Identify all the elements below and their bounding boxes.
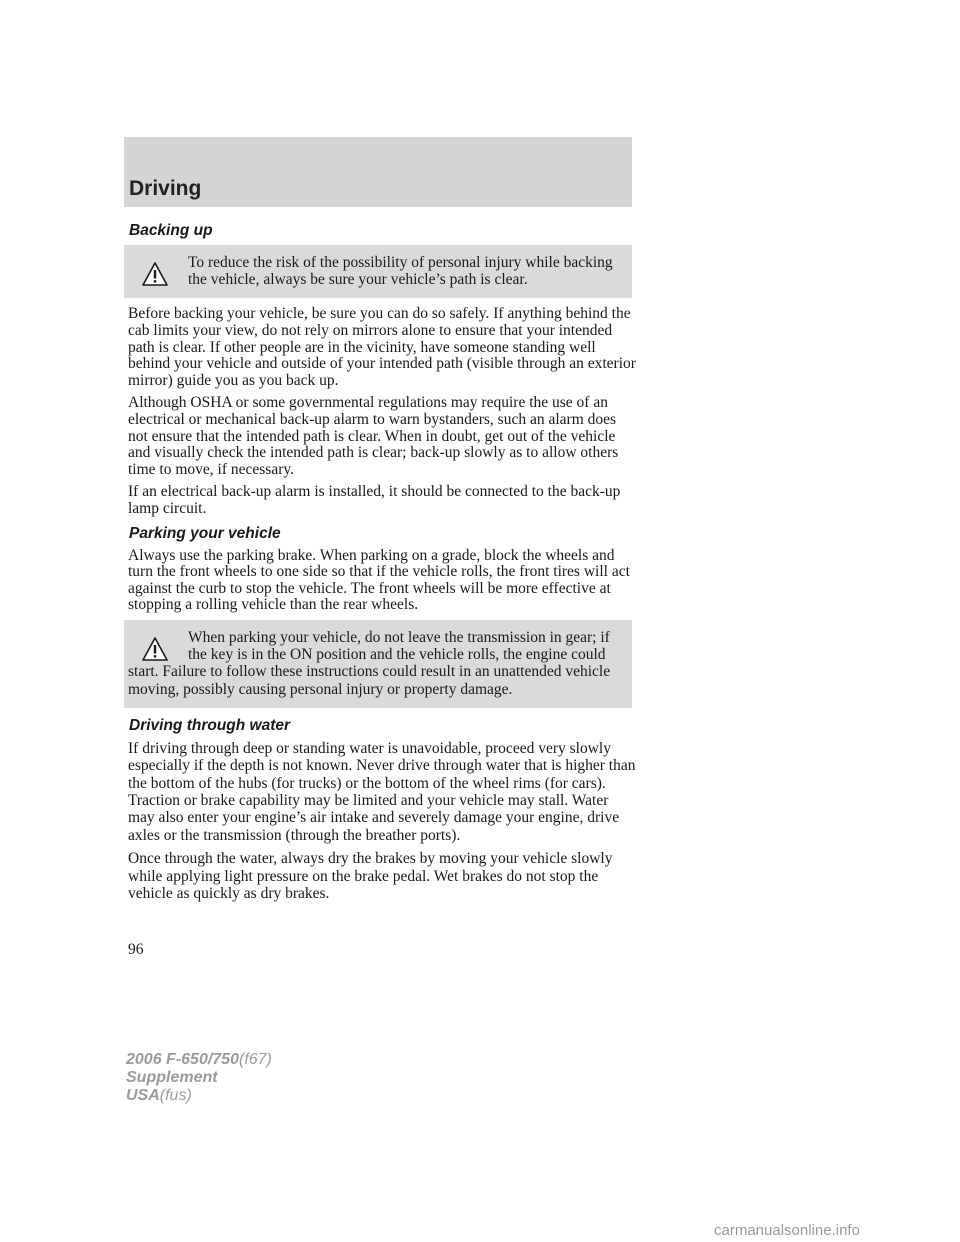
warning-box-backing bbox=[124, 245, 632, 298]
page-number: 96 bbox=[128, 941, 144, 958]
warning-triangle-icon bbox=[142, 262, 168, 286]
paragraph: Once through the water, always dry the brakes by moving your vehicle slowly while applying light pressure on the brake pedal. Wet brakes do not stop the vehicle as quickly as dry brakes. bbox=[128, 850, 613, 902]
paragraph: Although OSHA or some governmental regulations may require the use of an electrical or mechanical back-up alarm to warn bystanders, such an alarm does not ensure that the intended path is clear. When in doubt, get out of the vehicle and visually check the intended path is clear; back-up slowly as to allow others time to move, if necessary. bbox=[128, 394, 619, 478]
footer-model: 2006 F-650/750 bbox=[126, 1051, 239, 1068]
section-header-band bbox=[124, 137, 632, 207]
footer-document-info bbox=[126, 1051, 272, 1105]
warning-text-backing: To reduce the risk of the possibility of personal injury while backing the vehicle, always be sure your vehicle’s path is clear. bbox=[188, 254, 613, 289]
watermark-link[interactable]: carmanualsonline.info bbox=[714, 1222, 860, 1239]
paragraph: If an electrical back-up alarm is installed, it should be connected to the back-up lamp circuit. bbox=[128, 483, 621, 517]
warning-box-parking bbox=[124, 620, 632, 708]
page-content bbox=[124, 221, 634, 908]
warning-text-parking: When parking your vehicle, do not leave the transmission in gear; if the key is in the ON position and the vehicle rolls, the engine could start. Failure to follow these instructions could result in an unattended vehicle moving, possibly causing personal injury or property damage. bbox=[128, 628, 611, 698]
warning-triangle-icon bbox=[142, 637, 168, 661]
paragraph: If driving through deep or standing water is unavoidable, proceed very slowly especially if the depth is not known. Never drive through water that is higher than the bottom of the hubs (for trucks) or the bottom of the wheel rims (for cars). Traction or brake capability may be limited and your vehicle may stall. Water may also enter your engine’s air intake and severely damage your engine, drive axles or the transmission (through the breather ports). bbox=[128, 739, 636, 844]
heading-backing-up: Backing up bbox=[129, 222, 213, 239]
footer-model-code: (f67) bbox=[238, 1051, 272, 1068]
heading-driving-through-water: Driving through water bbox=[129, 716, 291, 734]
paragraph: Always use the parking brake. When parking on a grade, block the wheels and turn the front wheels to one side so that if the vehicle rolls, the front tires will act against the curb to stop the vehicle. The front wheels will be more effective at stopping a rolling vehicle than the rear wheels. bbox=[128, 546, 630, 614]
paragraph: Before backing your vehicle, be sure you can do so safely. If anything behind the cab limits your view, do not rely on mirrors alone to ensure that your intended path is clear. If other people are in the vicinity, have someone standing well behind your vehicle and outside of your intended path (visible through an exterior mirror) guide you as you back up. bbox=[128, 305, 636, 389]
section-title: Driving bbox=[129, 177, 202, 200]
heading-parking: Parking your vehicle bbox=[129, 524, 281, 542]
footer-market-code: (fus) bbox=[159, 1087, 192, 1104]
footer-market: USA bbox=[126, 1087, 160, 1104]
footer-doc-type: Supplement bbox=[126, 1069, 218, 1086]
